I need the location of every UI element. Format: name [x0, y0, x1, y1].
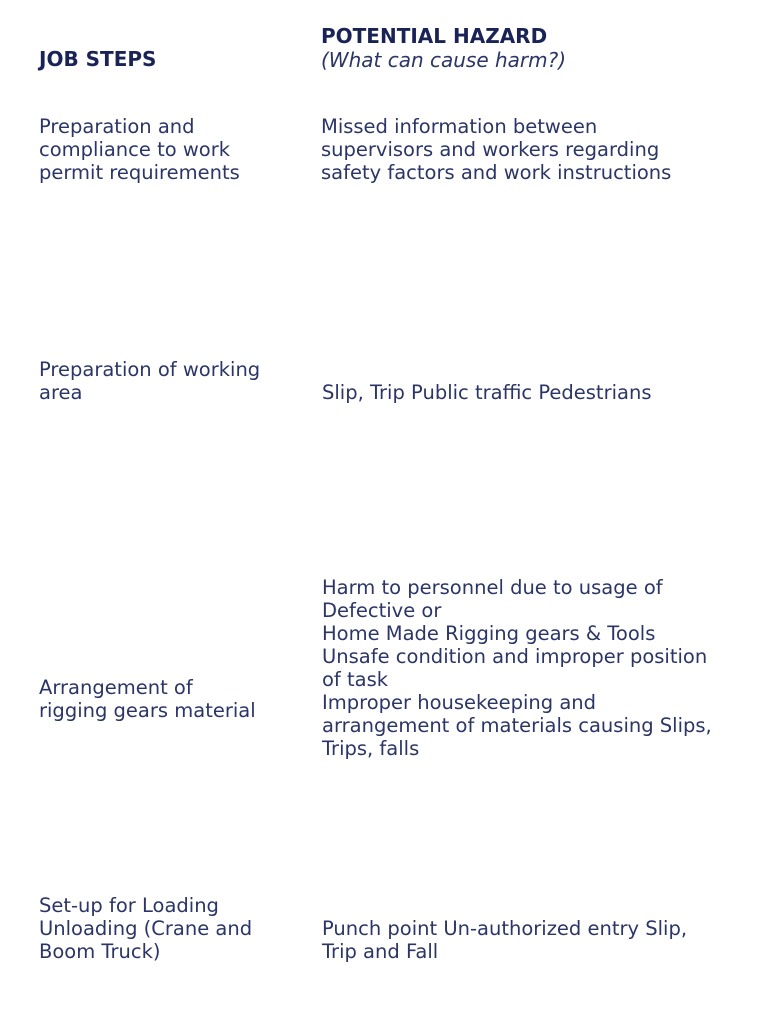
job-step-line: Set-up for Loading: [39, 894, 219, 917]
hazard-line: Unsafe condition and improper position: [322, 645, 708, 668]
job-step-1: [39, 115, 299, 184]
job-step-line: Boom Truck): [39, 940, 161, 963]
hazard-4: [322, 917, 742, 963]
potential-hazard-header: [321, 24, 566, 72]
hazard-3: [322, 576, 742, 760]
potential-hazard-subtitle: (What can cause harm?): [321, 48, 567, 72]
hazard-1: [321, 115, 741, 184]
hazard-line: Missed information between: [321, 115, 598, 138]
hazard-line: Improper housekeeping and: [322, 691, 597, 714]
job-step-line: Arrangement of: [39, 676, 193, 699]
job-step-line: rigging gears material: [39, 699, 256, 722]
job-step-line: Preparation and: [39, 115, 195, 138]
hazard-line: of task: [322, 668, 389, 691]
hazard-line: safety factors and work instructions: [321, 161, 672, 184]
job-step-4: [39, 894, 299, 963]
hazard-line: Trips, falls: [322, 737, 420, 760]
hazard-line: Defective or: [322, 599, 442, 622]
job-step-line: Unloading (Crane and: [39, 917, 253, 940]
hazard-line: Harm to personnel due to usage of: [322, 576, 663, 599]
job-steps-header: JOB STEPS: [39, 47, 157, 71]
job-step-line: permit requirements: [39, 161, 240, 184]
job-step-line: compliance to work: [39, 138, 231, 161]
hazard-line: Trip and Fall: [322, 940, 439, 963]
job-step-2: [39, 358, 299, 404]
hazard-line: Slip, Trip Public traffic Pedestrians: [322, 381, 652, 404]
hazard-line: supervisors and workers regarding: [321, 138, 660, 161]
hazard-line: Home Made Rigging gears & Tools: [322, 622, 656, 645]
job-step-3: [39, 676, 299, 722]
hazard-2: [322, 381, 742, 404]
hazard-line: arrangement of materials causing Slips,: [322, 714, 712, 737]
hazard-line: Punch point Un-authorized entry Slip,: [322, 917, 688, 940]
job-step-line: Preparation of working: [39, 358, 261, 381]
job-step-line: area: [39, 381, 83, 404]
potential-hazard-title: POTENTIAL HAZARD: [321, 24, 548, 48]
